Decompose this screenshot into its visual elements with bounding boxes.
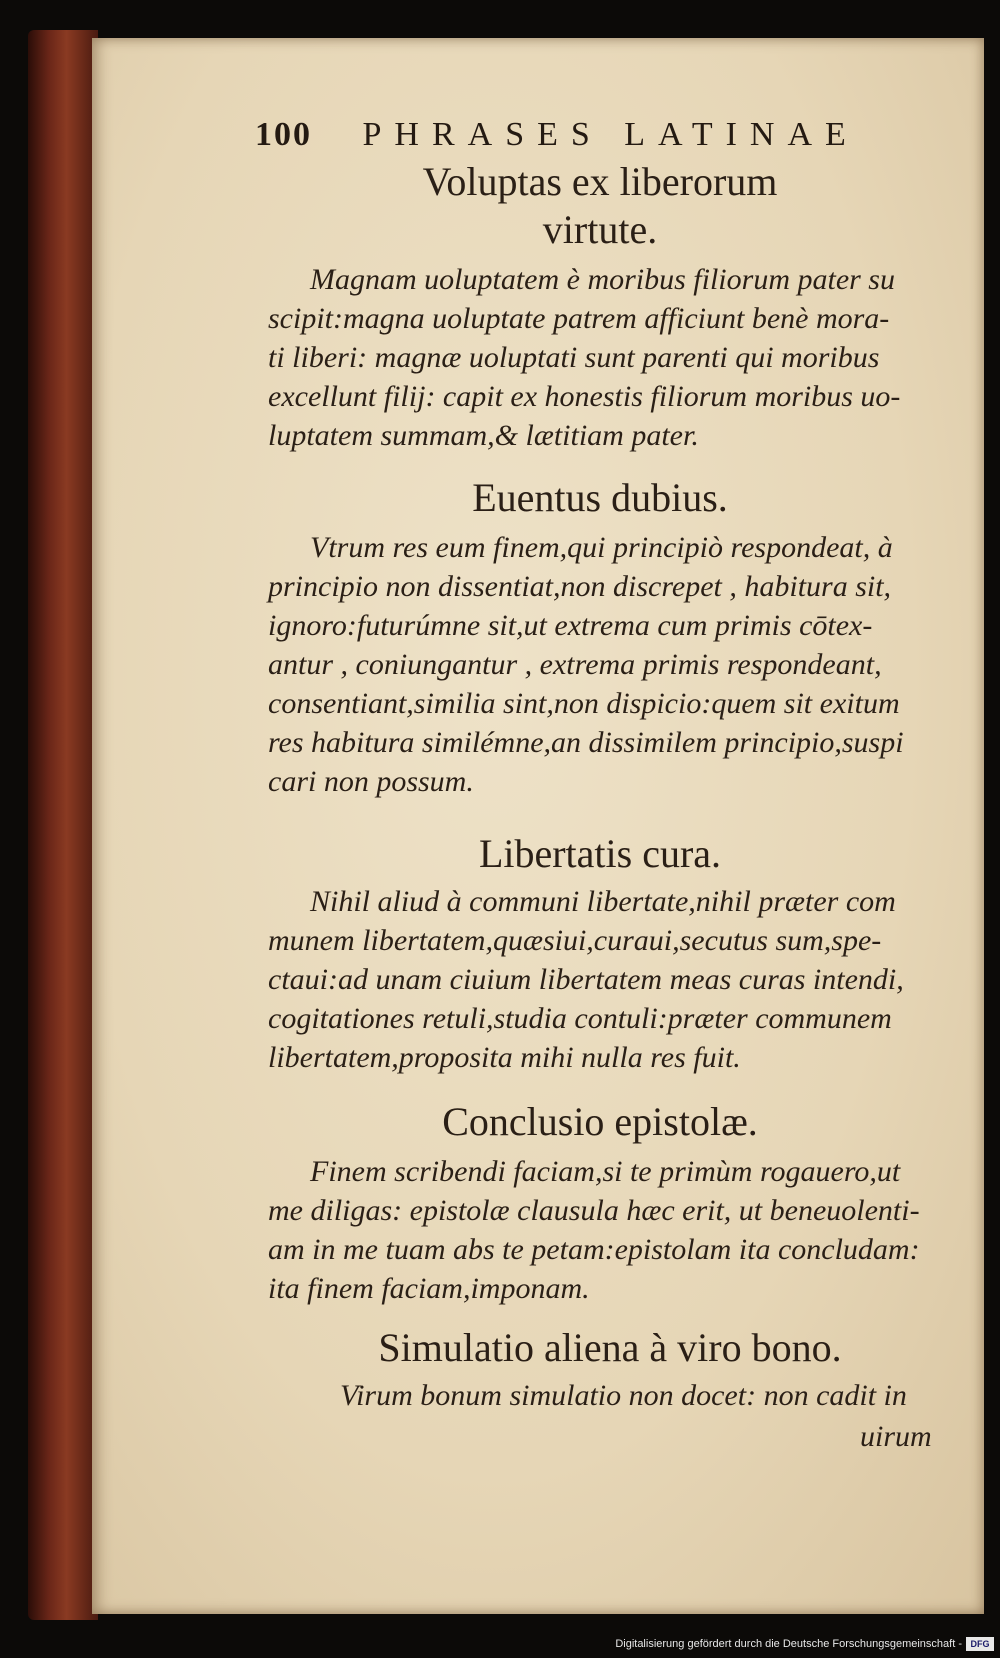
section-heading bbox=[360, 1098, 840, 1146]
body-line: libertatem,proposita mihi nulla res fuit. bbox=[268, 1041, 741, 1074]
section-heading-line: Libertatis cura. bbox=[478, 831, 722, 876]
body-line: principio non dissentiat,non discrepet , habitura sit, bbox=[268, 570, 892, 603]
funding-note: Digitalisierung gefördert durch die Deutsche Forschungsgemeinschaft - bbox=[615, 1638, 962, 1650]
body-line: Virum bonum simulatio non docet: non cadit in bbox=[340, 1379, 907, 1412]
body-line: Finem scribendi faciam,si te primùm rogauero,ut bbox=[310, 1155, 901, 1188]
running-title: PHRASES LATINAE bbox=[362, 116, 859, 153]
body-line: Magnam uoluptatem è moribus filiorum pater su bbox=[310, 263, 895, 296]
body-line: ita finem faciam,imponam. bbox=[268, 1272, 590, 1305]
section-heading-line: Conclusio epistolæ. bbox=[442, 1099, 758, 1144]
section-heading-line: Simulatio aliena à viro bono. bbox=[378, 1325, 842, 1370]
dfg-logo: DFG bbox=[966, 1637, 994, 1651]
body-line: ignoro:futurúmne sit,ut extrema cum primis cōtex- bbox=[268, 609, 873, 642]
book-binding-edge bbox=[28, 30, 98, 1620]
section-heading-line: virtute. bbox=[542, 207, 658, 252]
section-heading bbox=[360, 158, 840, 254]
body-line: cogitationes retuli,studia contuli:præter communem bbox=[268, 1002, 892, 1035]
body-line: ctaui:ad unam ciuium libertatem meas curas intendi, bbox=[268, 963, 904, 996]
catchword: uirum bbox=[860, 1420, 932, 1453]
body-line: cari non possum. bbox=[268, 765, 474, 798]
body-line: Vtrum res eum finem,qui principiò respondeat, à bbox=[310, 531, 893, 564]
section-heading bbox=[360, 474, 840, 522]
body-line: luptatem summam,& lætitiam pater. bbox=[268, 419, 699, 452]
section-heading bbox=[360, 830, 840, 878]
body-line: ti liberi: magnæ uoluptati sunt parenti qui moribus bbox=[268, 341, 880, 374]
body-line: me diligas: epistolæ clausula hæc erit, ut beneuolenti- bbox=[268, 1194, 920, 1227]
body-line: Nihil aliud à communi libertate,nihil præter com bbox=[310, 885, 896, 918]
section-body bbox=[268, 260, 980, 455]
body-line: excellunt filij: capit ex honestis filiorum moribus uo- bbox=[268, 380, 901, 413]
body-line: consentiant,similia sint,non dispicio:quem sit exitum bbox=[268, 687, 900, 720]
page-number: 100 bbox=[255, 116, 312, 153]
body-line: antur , coniungantur , extrema primis respondeant, bbox=[268, 648, 882, 681]
body-line: am in me tuam abs te petam:epistolam ita concludam: bbox=[268, 1233, 920, 1266]
section-heading bbox=[300, 1324, 920, 1372]
body-line: res habitura similémne,an dissimilem principio,suspi bbox=[268, 726, 904, 759]
section-body bbox=[268, 882, 980, 1077]
section-body bbox=[268, 528, 980, 801]
page-header bbox=[255, 116, 905, 154]
section-heading-line: Voluptas ex liberorum bbox=[422, 159, 778, 204]
body-line: scipit:magna uoluptate patrem afficiunt benè mora- bbox=[268, 302, 890, 335]
section-heading-line: Euentus dubius. bbox=[472, 475, 728, 520]
section-body bbox=[268, 1376, 980, 1415]
section-body bbox=[268, 1152, 980, 1308]
body-line: munem libertatem,quæsiui,curaui,secutus sum,spe- bbox=[268, 924, 882, 957]
